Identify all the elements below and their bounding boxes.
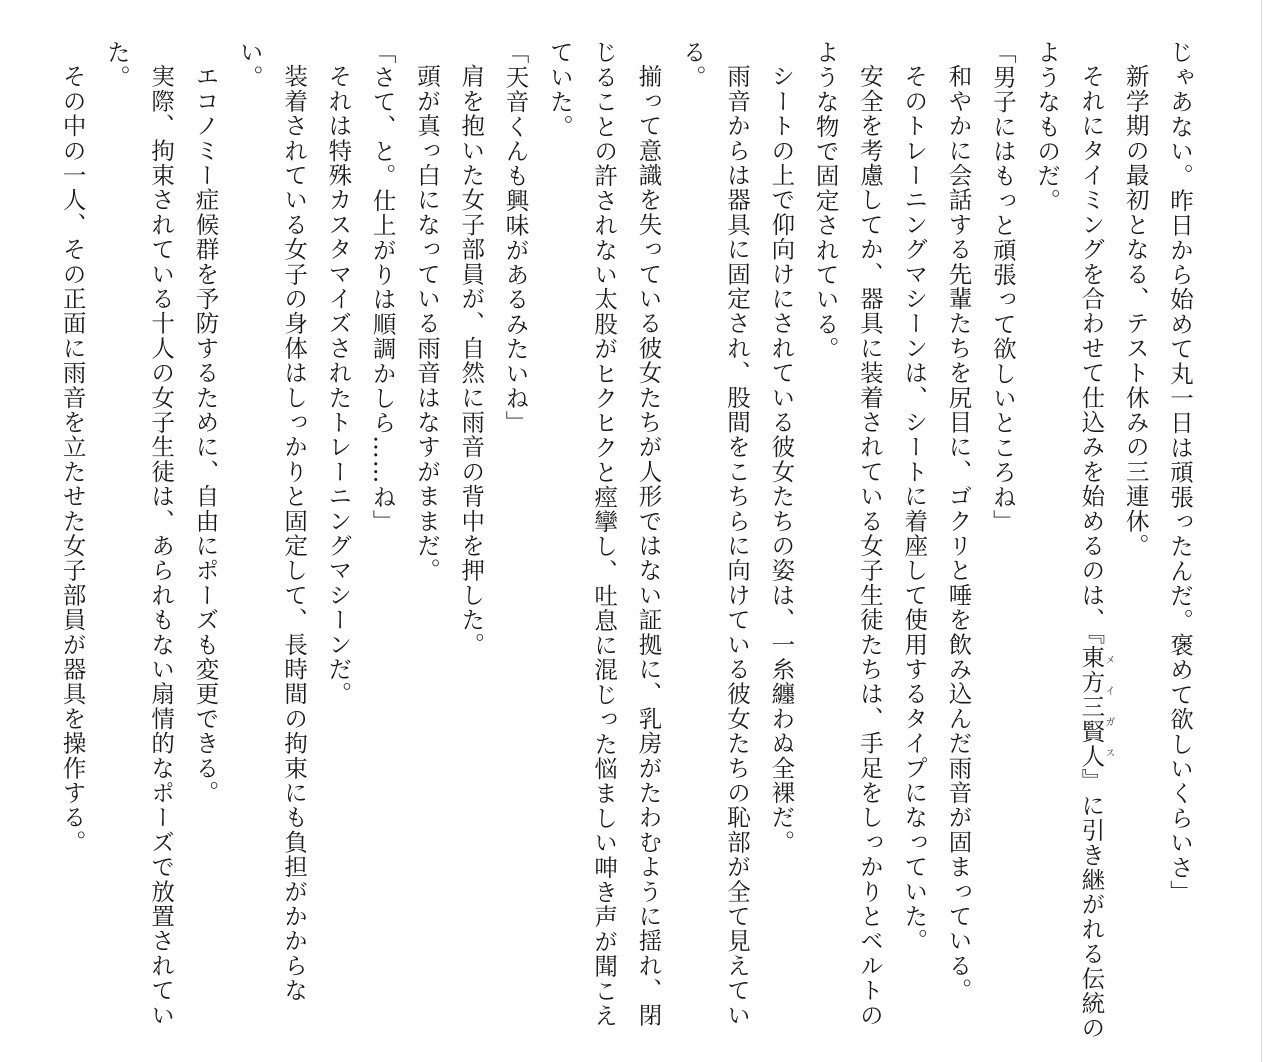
paragraph: 「天音くんも興味があるみたいね」 — [501, 40, 530, 436]
ruby-reading: メイガス — [1102, 644, 1114, 769]
paragraph-segment: 』に引き継がれる伝統のようなものだ。 — [1033, 40, 1106, 1040]
paragraph: 和やかに会話する先輩たちを尻目に、ゴクリと唾を飲み込んだ雨音が固まっている。 — [944, 63, 973, 1003]
paragraph: 新学期の最初となる、テスト休みの三連休。 — [1121, 63, 1150, 558]
paragraph: 「男子にはもっと頑張って欲しいところね」 — [988, 40, 1017, 534]
paragraph: それは特殊カスタマイズされたトレーニングマシーンだ。 — [324, 63, 353, 706]
paragraph: 安全を考慮してか、器具に装着されている女子生徒たちは、手足をしっかりとベルトのような物で固定されている。 — [811, 40, 884, 1027]
paragraph: 頭が真っ白になっている雨音はなすがままだ。 — [412, 63, 441, 583]
paragraph: 揃って意識を失っている彼女たちが人形ではない証拠に、乳房がたわむように揺れ、閉じることの許されない太股がヒクヒクと痙攣し、吐息に混じった悩ましい呻き声が聞こえていた。 — [545, 40, 663, 1028]
paragraph: 実際、拘束されている十人の女子生徒は、あられもない扇情的なポーズで放置されていた。 — [102, 40, 176, 1027]
paragraph: じゃあない。昨日から始めて丸一日は頑張ったんだ。褒めて欲しいくらいさ」 — [1166, 40, 1194, 905]
paragraph-segment: それにタイミングを合わせて仕込みを始めるのは、『 — [1077, 63, 1106, 645]
paragraph: 「さて、と。仕上がりは順調かしら……ね」 — [368, 40, 397, 534]
paragraph: 肩を抱いた女子部員が、自然に雨音の背中を押した。 — [457, 63, 486, 657]
paragraph: その中の一人、その正面に雨音を立たせた女子部員が器具を操作する。 — [58, 63, 87, 854]
vertical-text-body — [52, 40, 1202, 1040]
paragraph: そのトレーニングマシーンは、シートに着座して使用するタイプになっていた。 — [900, 63, 929, 953]
paragraph-with-ruby — [1025, 40, 1114, 1040]
ruby-term — [1077, 644, 1114, 769]
paragraph: エコノミー症候群を予防するために、自由にポーズも変更できる。 — [191, 63, 220, 805]
ruby-base: 東方三賢人 — [1077, 644, 1106, 769]
paragraph: シートの上で仰向けにされている彼女たちの姿は、一糸纏わぬ全裸だ。 — [767, 63, 796, 854]
paragraph: 装着されている女子の身体はしっかりと固定して、長時間の拘束にも負担がかからない。 — [235, 40, 309, 1003]
paragraph: 雨音からは器具に固定され、股間をこちらに向けている彼女たちの恥部が全て見えている。 — [678, 40, 752, 1027]
